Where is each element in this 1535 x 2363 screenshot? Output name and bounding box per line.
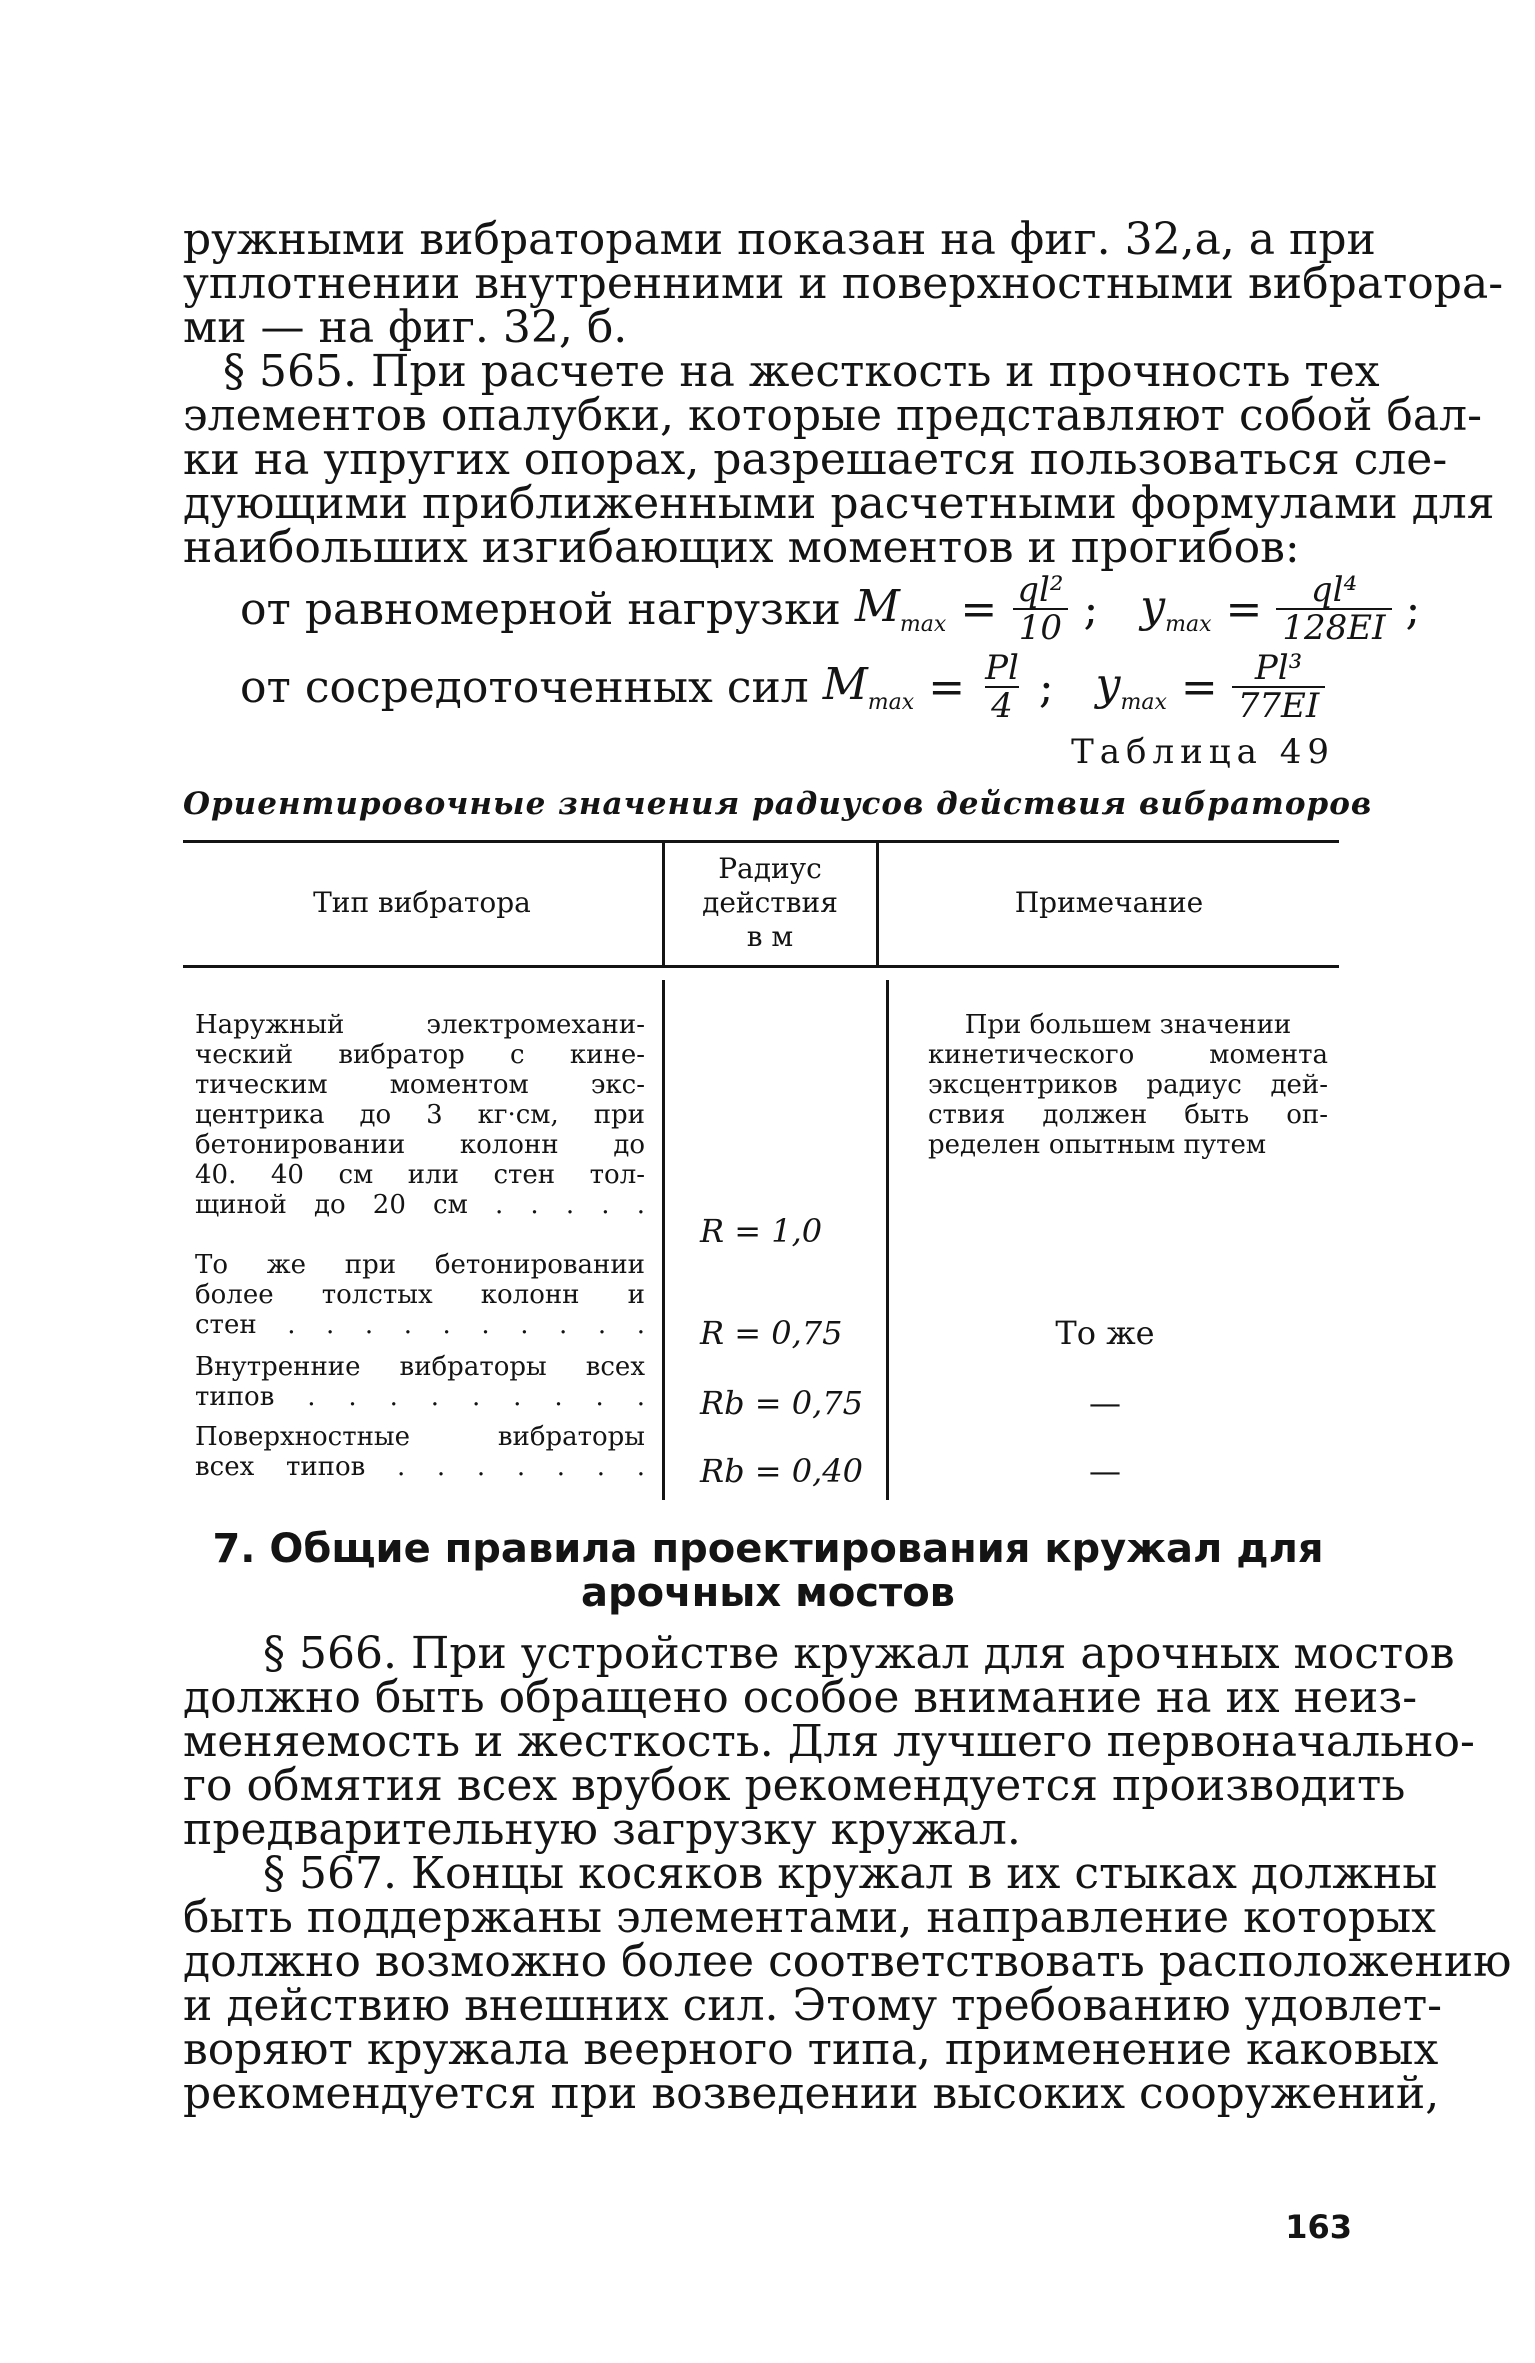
cell-line: более толстых колонн и bbox=[195, 1280, 645, 1310]
cell-line: При большем значении bbox=[964, 1010, 1292, 1040]
paragraph-567 bbox=[183, 1848, 1512, 2119]
text-line: наибольших изгибающих моментов и прогибов: bbox=[183, 522, 1300, 573]
section-title-line: 7. Общие правила проектирования кружал для bbox=[212, 1526, 1324, 1572]
header-line: Радиус bbox=[718, 852, 822, 885]
moment-letter: M bbox=[854, 581, 900, 633]
text-line: ружными вибраторами показан на фиг. 32,а, а при bbox=[183, 214, 1376, 265]
cell-line: бетонировании колонн до bbox=[195, 1130, 645, 1160]
cell-line: ределен опытным путем bbox=[928, 1130, 1267, 1160]
deflection-fraction bbox=[1276, 572, 1391, 646]
cell-line: центрика до 3 кг·см, при bbox=[195, 1100, 645, 1130]
row2-type bbox=[195, 1250, 645, 1340]
row4-type bbox=[195, 1422, 645, 1482]
moment-symbol bbox=[823, 659, 914, 715]
text-line: должно быть обращено особое внимание на их неиз- bbox=[183, 1672, 1418, 1723]
text-line: уплотнении внутренними и поверхностными вибратора- bbox=[183, 258, 1504, 309]
text-line: § 567. Концы косяков кружал в их стыках должны bbox=[263, 1848, 1438, 1899]
column-divider-body-2 bbox=[886, 980, 889, 1500]
text-line: рекомендуется при возведении высоких сооружений, bbox=[183, 2068, 1440, 2119]
cell-line: эксцентриков радиус дей- bbox=[928, 1070, 1328, 1100]
semicolon: ; bbox=[1083, 583, 1127, 635]
header-type: Тип вибратора bbox=[313, 886, 531, 919]
fraction-denominator: 4 bbox=[985, 686, 1019, 724]
deflection-subscript: max bbox=[1165, 611, 1212, 637]
semicolon: ; bbox=[1038, 661, 1082, 713]
fraction-denominator: 77EI bbox=[1232, 686, 1326, 724]
text-line: должно возможно более соответствовать расположению bbox=[183, 1936, 1512, 1987]
text-line: предварительную загрузку кружал. bbox=[183, 1804, 1021, 1855]
column-divider-body-1 bbox=[662, 980, 665, 1500]
row3-type bbox=[195, 1352, 645, 1412]
cell-line: ческий вибратор с кине- bbox=[195, 1040, 645, 1070]
intro-paragraph bbox=[183, 214, 1504, 353]
text-line: дующими приближенными расчетными формулами для bbox=[183, 478, 1495, 529]
row1-value: R = 1,0 bbox=[700, 1212, 823, 1250]
page-number: 163 bbox=[1285, 2208, 1352, 2246]
moment-fraction bbox=[979, 650, 1025, 724]
cell-line: щиной до 20 см . . . . . bbox=[195, 1190, 645, 1220]
equals-sign: = bbox=[1225, 583, 1263, 635]
formula-label: от равномерной нагрузки bbox=[240, 583, 841, 635]
fraction-denominator: 128EI bbox=[1276, 608, 1391, 646]
section-title bbox=[183, 1527, 1353, 1615]
fraction-numerator: ql² bbox=[1017, 570, 1064, 610]
deflection-fraction bbox=[1232, 650, 1326, 724]
fraction-denominator: 10 bbox=[1013, 608, 1068, 646]
text-line: меняемость и жесткость. Для лучшего первоначально- bbox=[183, 1716, 1475, 1767]
section-title-line: арочных мостов bbox=[581, 1570, 955, 1616]
header-line: в м bbox=[746, 920, 794, 953]
cell-line: То же при бетонировании bbox=[195, 1250, 645, 1280]
deflection-symbol bbox=[1096, 659, 1167, 715]
fraction-numerator: Pl³ bbox=[1254, 648, 1303, 688]
text-line: § 566. При устройстве кружал для арочных мостов bbox=[263, 1628, 1455, 1679]
moment-subscript: max bbox=[867, 689, 915, 715]
semicolon: ; bbox=[1405, 583, 1421, 635]
deflection-subscript: max bbox=[1120, 689, 1167, 715]
table-number: Таблица 49 bbox=[1071, 732, 1335, 772]
table-header-rule bbox=[183, 965, 1339, 968]
text-line: го обмятия всех врубок рекомендуется производить bbox=[183, 1760, 1406, 1811]
table-title: Ориентировочные значения радиусов действия вибраторов bbox=[183, 786, 1373, 822]
text-line: ми — на фиг. 32, б. bbox=[183, 302, 628, 353]
text-line: быть поддержаны элементами, направление которых bbox=[183, 1892, 1436, 1943]
equals-sign: = bbox=[960, 583, 998, 635]
table-top-rule bbox=[183, 840, 1339, 843]
cell-line: типов . . . . . . . . . bbox=[195, 1382, 645, 1412]
deflection-symbol bbox=[1140, 581, 1211, 637]
cell-line: всех типов . . . . . . . bbox=[195, 1452, 645, 1482]
formula-uniform-load bbox=[240, 572, 1420, 646]
header-radius bbox=[665, 852, 875, 954]
deflection-letter: y bbox=[1095, 659, 1121, 711]
row4-note: — bbox=[1089, 1452, 1121, 1490]
cell-line: Поверхностные вибраторы bbox=[195, 1422, 645, 1452]
row3-note: — bbox=[1089, 1384, 1121, 1422]
text-line: и действию внешних сил. Этому требованию удовлет- bbox=[183, 1980, 1443, 2031]
formula-label: от сосредоточенных сил bbox=[240, 661, 809, 713]
row4-value: Rb = 0,40 bbox=[700, 1452, 863, 1490]
cell-line: ствия должен быть оп- bbox=[928, 1100, 1328, 1130]
moment-symbol bbox=[855, 581, 946, 637]
cell-line: стен . . . . . . . . . . bbox=[195, 1310, 645, 1340]
text-line: воряют кружала веерного типа, применение каковых bbox=[183, 2024, 1439, 2075]
moment-letter: M bbox=[822, 659, 868, 711]
fraction-numerator: Pl bbox=[985, 648, 1019, 688]
header-note: Примечание bbox=[1014, 886, 1204, 919]
row1-type bbox=[195, 1010, 645, 1220]
paragraph-565 bbox=[183, 346, 1495, 573]
header-line: действия bbox=[702, 886, 838, 919]
moment-subscript: max bbox=[899, 611, 947, 637]
row1-note bbox=[928, 1010, 1328, 1160]
cell-line: Наружный электромехани- bbox=[195, 1010, 645, 1040]
deflection-letter: y bbox=[1140, 581, 1166, 633]
text-line: § 565. При расчете на жесткость и прочность тех bbox=[223, 346, 1380, 397]
text-line: ки на упругих опорах, разрешается пользоваться сле- bbox=[183, 434, 1448, 485]
equals-sign: = bbox=[1180, 661, 1218, 713]
formula-concentrated-forces bbox=[240, 650, 1325, 724]
text-line: элементов опалубки, которые представляют собой бал- bbox=[183, 390, 1482, 441]
cell-line: тическим моментом экс- bbox=[195, 1070, 645, 1100]
fraction-numerator: ql⁴ bbox=[1310, 570, 1358, 610]
row2-note: То же bbox=[1055, 1314, 1155, 1352]
moment-fraction bbox=[1011, 572, 1069, 646]
row3-value: Rb = 0,75 bbox=[700, 1384, 863, 1422]
cell-line: кинетического момента bbox=[928, 1040, 1328, 1070]
row2-value: R = 0,75 bbox=[700, 1314, 843, 1352]
cell-line: Внутренние вибраторы всех bbox=[195, 1352, 645, 1382]
equals-sign: = bbox=[928, 661, 966, 713]
cell-line: 40. 40 см или стен тол- bbox=[195, 1160, 645, 1190]
paragraph-566 bbox=[183, 1628, 1475, 1855]
